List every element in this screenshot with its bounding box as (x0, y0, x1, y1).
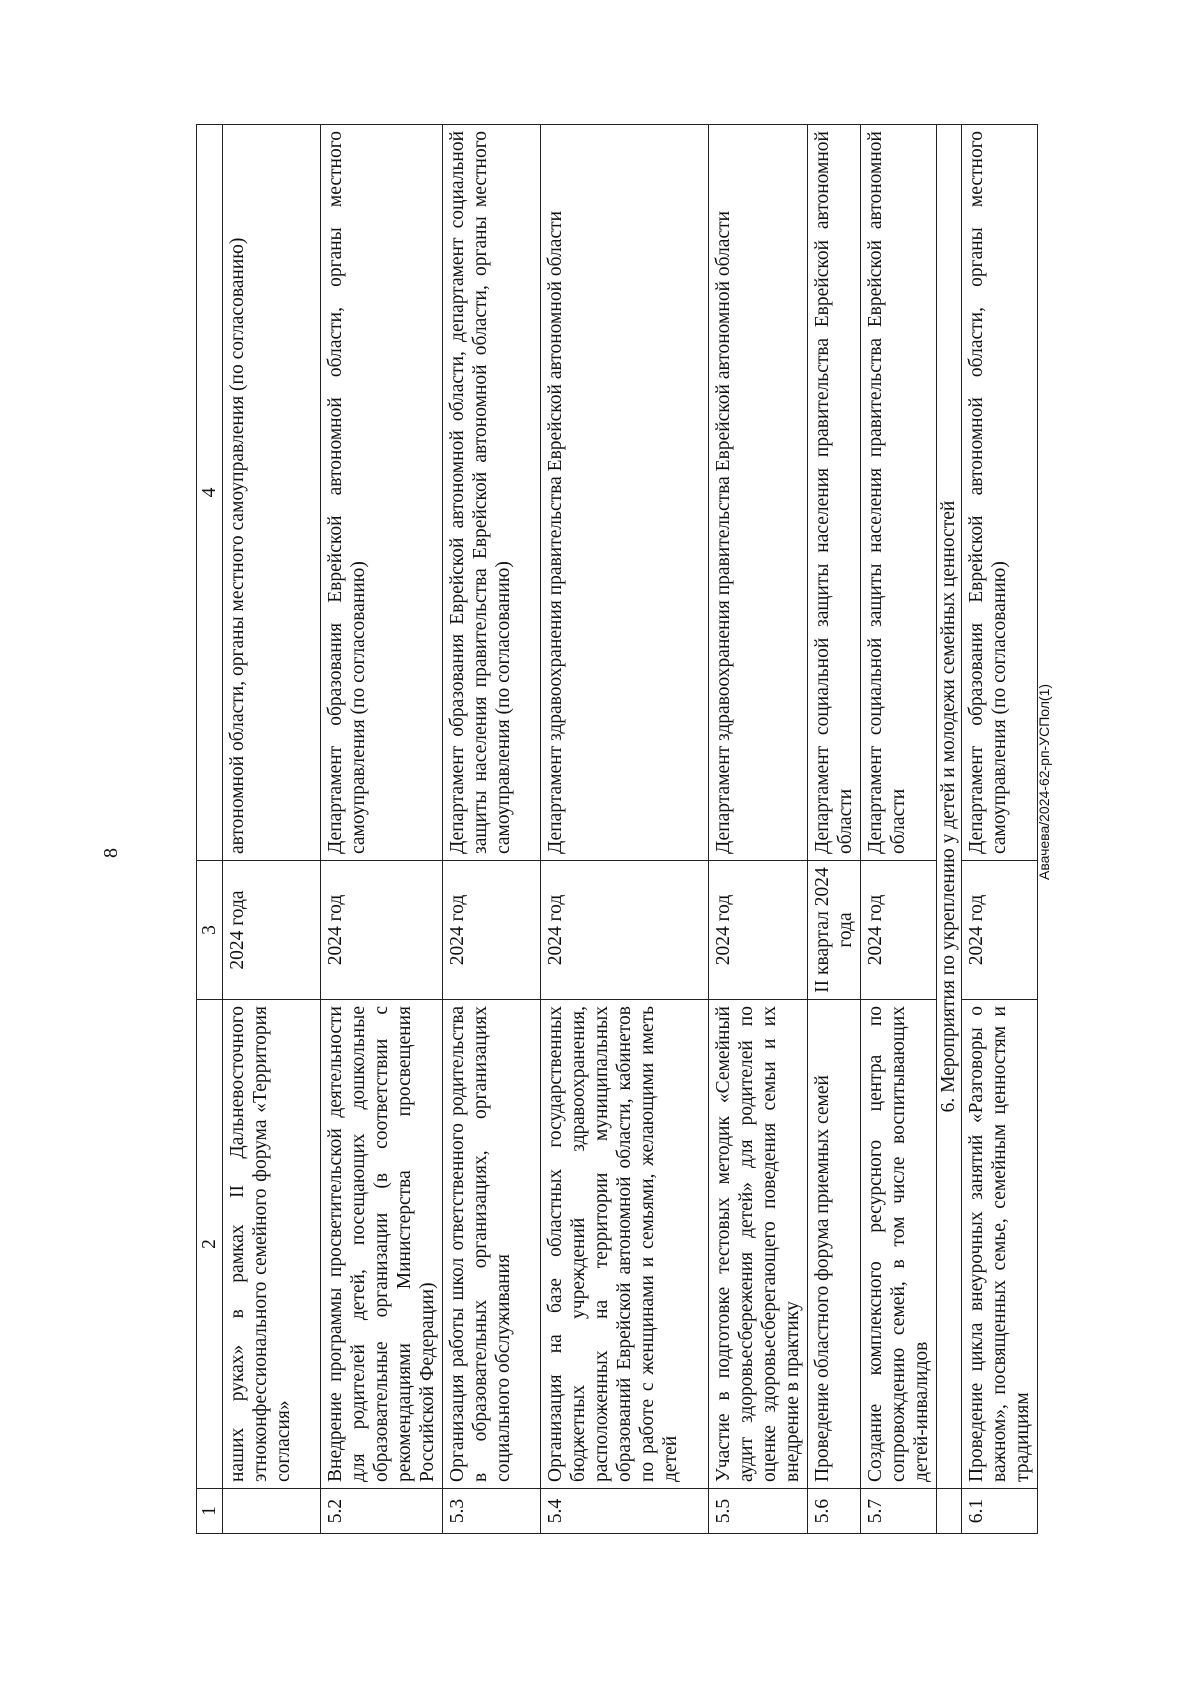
activity-cell: Организация на базе областных государственных бюджетных учреждений здравоохранения, расположенных на территории муниципальных образований Еврейской автономной области, кабинетов по работе с женщинами и семьями, желающими иметь детей (541, 1000, 709, 1489)
measures-table (196, 124, 1038, 1534)
activity-cell: Участие в подготовке тестовых методик «Семейный аудит здоровьесбережения детей» для родителей по оценке здоровьесберегающего поведения семьи и их внедрение в практику (709, 1000, 808, 1489)
table-row (443, 125, 541, 1534)
row-number: 5.5 (709, 1489, 808, 1534)
executor-cell: автономной области, органы местного самоуправления (по согласованию) (223, 125, 321, 861)
term-cell: 2024 год (861, 861, 937, 1000)
activity-cell: Создание комплексного ресурсного центра по сопровождению семей, в том числе воспитывающих детей-инвалидов (861, 1000, 937, 1489)
executor-cell: Департамент социальной защиты населения правительства Еврейской автономной области (808, 125, 861, 861)
table-row (962, 125, 1038, 1534)
header-col-2: 2 (197, 1000, 223, 1489)
row-number: 5.3 (443, 1489, 541, 1534)
row-number (223, 1489, 321, 1534)
table-row (321, 125, 443, 1534)
executor-cell: Департамент образования Еврейской автономной области, органы местного самоуправления (по согласованию) (962, 125, 1038, 861)
row-number: 6.1 (962, 1489, 1038, 1534)
document-id: Авачева/2024-62-рп-УСПол(1) (1036, 683, 1052, 880)
header-col-4: 4 (197, 125, 223, 861)
term-cell: 2024 год (709, 861, 808, 1000)
row-number: 5.4 (541, 1489, 709, 1534)
row-number: 5.6 (808, 1489, 861, 1534)
row-number: 5.2 (321, 1489, 443, 1534)
table-row (861, 125, 937, 1534)
header-col-3: 3 (197, 861, 223, 1000)
activity-cell: Организация работы школ ответственного родительства в образовательных организациях, организациях социального обслуживания (443, 1000, 541, 1489)
executor-cell: Департамент образования Еврейской автономной области, департамент социальной защиты населения правительства Еврейской автономной области, органы местного самоуправления (по согласованию) (443, 125, 541, 861)
executor-cell: Департамент здравоохранения правительства Еврейской автономной области (709, 125, 808, 861)
executor-cell: Департамент здравоохранения правительства Еврейской автономной области (541, 125, 709, 861)
executor-cell: Департамент социальной защиты населения правительства Еврейской автономной области (861, 125, 937, 861)
executor-cell: Департамент образования Еврейской автономной области, органы местного самоуправления (по согласованию) (321, 125, 443, 861)
header-col-1: 1 (197, 1489, 223, 1534)
row-number: 5.7 (861, 1489, 937, 1534)
section-heading-row (937, 125, 962, 1534)
table-row (223, 125, 321, 1534)
activity-cell: наших руках» в рамках II Дальневосточного этноконфессионального семейного форума «Территория согласия» (223, 1000, 321, 1489)
section-number-cell (937, 1489, 962, 1534)
activity-cell: Проведение цикла внеурочных занятий «Разговоры о важном», посвященных семье, семейным ценностям и традициям (962, 1000, 1038, 1489)
table-row (808, 125, 861, 1534)
rotated-page-content (196, 124, 1033, 1534)
term-cell: 2024 год (321, 861, 443, 1000)
table-header-row (197, 125, 223, 1534)
term-cell: 2024 года (223, 861, 321, 1000)
activity-cell: Внедрение программы просветительской деятельности для родителей детей, посещающих дошкольные образовательные организации (в соответствии с рекомендациями Министерства просвещения Российской Федерации) (321, 1000, 443, 1489)
table-row (709, 125, 808, 1534)
activity-cell: Проведение областного форума приемных семей (808, 1000, 861, 1489)
page-number: 8 (100, 848, 122, 858)
term-cell: 2024 год (443, 861, 541, 1000)
term-cell: II квартал 2024 года (808, 861, 861, 1000)
table-row (541, 125, 709, 1534)
term-cell: 2024 год (962, 861, 1038, 1000)
term-cell: 2024 год (541, 861, 709, 1000)
section-title: 6. Мероприятия по укреплению у детей и молодежи семейных ценностей (937, 125, 962, 1489)
